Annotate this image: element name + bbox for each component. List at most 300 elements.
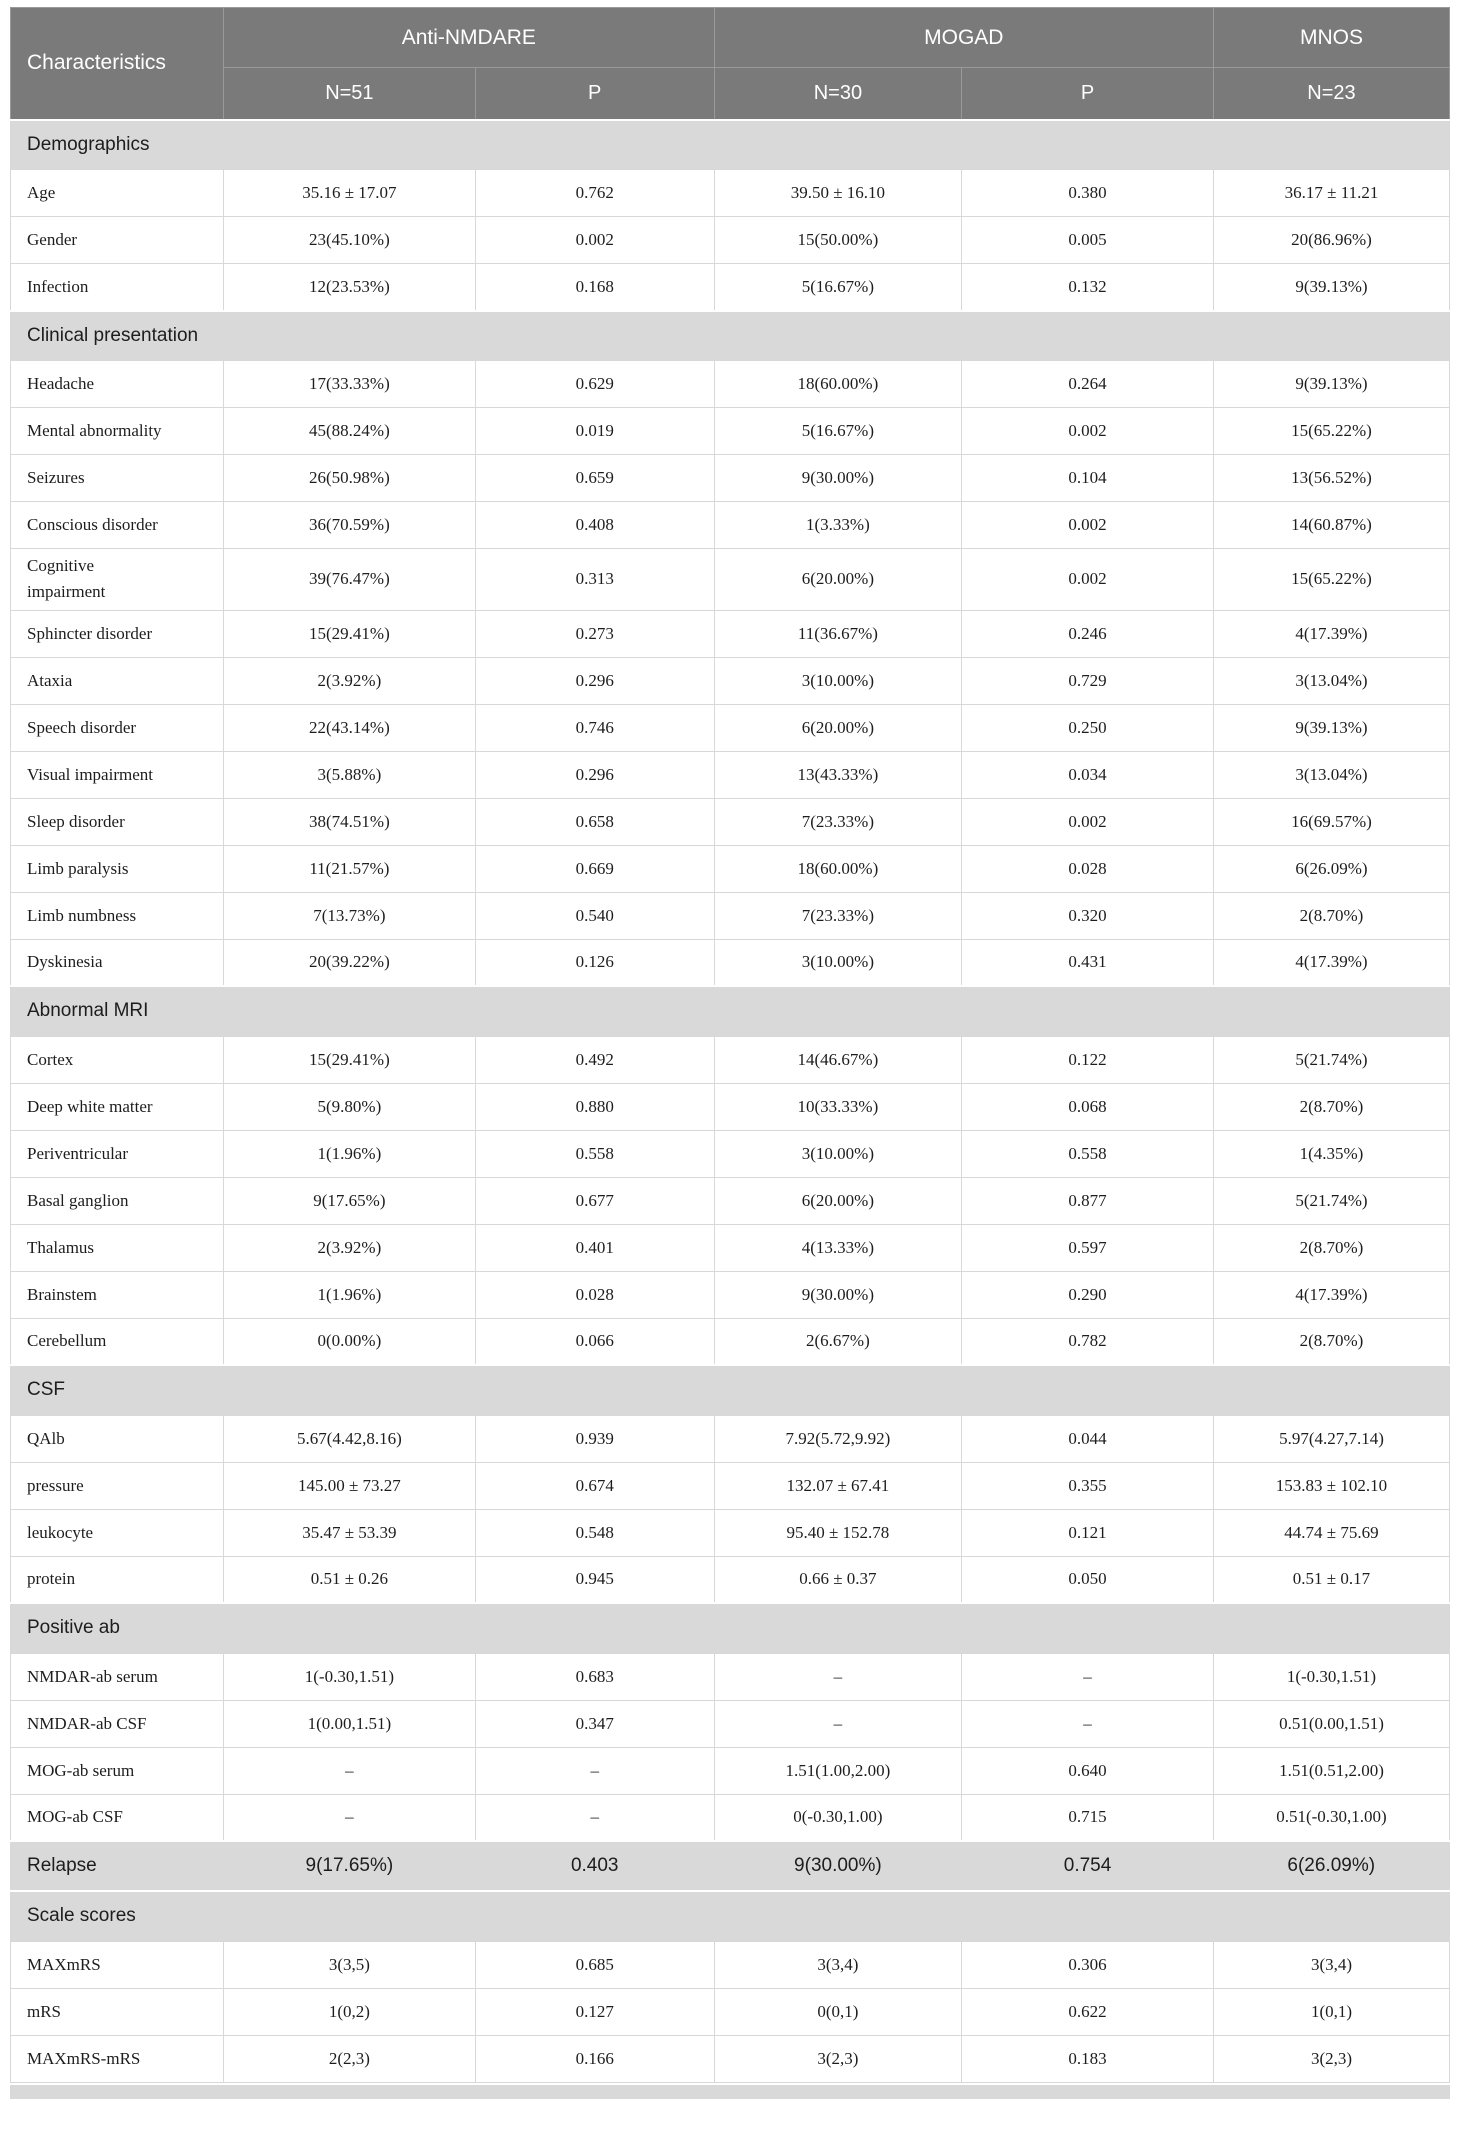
- table-row-conscious-disorder: [11, 502, 1450, 549]
- section-title-demographics: Demographics: [11, 120, 1450, 170]
- row-label: [11, 892, 224, 939]
- value-cell: 39.50 ± 16.10: [714, 170, 962, 217]
- row-label: [11, 1653, 224, 1700]
- section-value-cell: 9(30.00%): [714, 1841, 962, 1891]
- value-cell: 0.002: [962, 408, 1214, 455]
- value-cell: 0.183: [962, 2035, 1214, 2082]
- header-row-groups: [11, 8, 1450, 68]
- row-label-text: Sleep disorder: [27, 811, 125, 831]
- row-label-text: Periventricular: [27, 1143, 129, 1163]
- section-value-cell: 0.754: [962, 1841, 1214, 1891]
- value-cell: 0.380: [962, 170, 1214, 217]
- row-label: [11, 1130, 224, 1177]
- row-label: [11, 361, 224, 408]
- value-cell: 95.40 ± 152.78: [714, 1509, 962, 1556]
- row-label-text: MAXmRS: [27, 1954, 101, 1974]
- value-cell: –: [714, 1653, 962, 1700]
- value-cell: 12(23.53%): [223, 264, 475, 311]
- row-label: [11, 657, 224, 704]
- value-cell: 0.51(0.00,1.51): [1213, 1700, 1449, 1747]
- value-cell: 9(39.13%): [1213, 361, 1449, 408]
- value-cell: 36.17 ± 11.21: [1213, 170, 1449, 217]
- value-cell: –: [223, 1794, 475, 1841]
- table-row-visual-impairment: [11, 751, 1450, 798]
- value-cell: 1(0.00,1.51): [223, 1700, 475, 1747]
- value-cell: 13(56.52%): [1213, 455, 1449, 502]
- row-label: [11, 1509, 224, 1556]
- table-row-infection: [11, 264, 1450, 311]
- row-label: [11, 2035, 224, 2082]
- subheader-n30: N=30: [714, 68, 962, 120]
- value-cell: 4(17.39%): [1213, 939, 1449, 986]
- row-label-text: Dyskinesia: [27, 952, 103, 972]
- row-label: [11, 1271, 224, 1318]
- row-label-text: MAXmRS-mRS: [27, 2048, 141, 2068]
- subheader-n23: N=23: [1213, 68, 1449, 120]
- table-row-age: [11, 170, 1450, 217]
- section-title-clinical-presentation: Clinical presentation: [11, 311, 1450, 361]
- row-label: [11, 549, 224, 611]
- value-cell: 45(88.24%): [223, 408, 475, 455]
- value-cell: 0.355: [962, 1462, 1214, 1509]
- value-cell: 0.431: [962, 939, 1214, 986]
- value-cell: 5(21.74%): [1213, 1177, 1449, 1224]
- value-cell: 15(50.00%): [714, 217, 962, 264]
- table-row-headache: [11, 361, 1450, 408]
- row-label: [11, 502, 224, 549]
- value-cell: 1(1.96%): [223, 1271, 475, 1318]
- value-cell: 4(13.33%): [714, 1224, 962, 1271]
- value-cell: 3(13.04%): [1213, 657, 1449, 704]
- value-cell: 0.005: [962, 217, 1214, 264]
- value-cell: 0.674: [475, 1462, 714, 1509]
- table-row-deep-white-matter: [11, 1083, 1450, 1130]
- row-label-text: Cognitive impairment: [27, 556, 106, 602]
- value-cell: 0.104: [962, 455, 1214, 502]
- value-cell: 1(0,2): [223, 1988, 475, 2035]
- value-cell: 1(4.35%): [1213, 1130, 1449, 1177]
- value-cell: 0.168: [475, 264, 714, 311]
- value-cell: 0.347: [475, 1700, 714, 1747]
- row-label: [11, 217, 224, 264]
- row-label: [11, 1794, 224, 1841]
- value-cell: 2(8.70%): [1213, 1224, 1449, 1271]
- value-cell: –: [475, 1747, 714, 1794]
- table-row-maxmrs-mrs: [11, 2035, 1450, 2082]
- row-label: [11, 264, 224, 311]
- section-title-csf: CSF: [11, 1365, 1450, 1415]
- value-cell: 13(43.33%): [714, 751, 962, 798]
- next-section-partial-row: [10, 2085, 1450, 2099]
- row-label-text: MOG-ab serum: [27, 1760, 135, 1780]
- value-cell: 0.290: [962, 1271, 1214, 1318]
- section-value-cell: 9(17.65%): [223, 1841, 475, 1891]
- value-cell: 0.320: [962, 892, 1214, 939]
- value-cell: 7(13.73%): [223, 892, 475, 939]
- value-cell: 0.313: [475, 549, 714, 611]
- value-cell: 1(1.96%): [223, 1130, 475, 1177]
- value-cell: 35.47 ± 53.39: [223, 1509, 475, 1556]
- section-row-scale-scores: [11, 1891, 1450, 1941]
- value-cell: 0.408: [475, 502, 714, 549]
- value-cell: 0.002: [962, 798, 1214, 845]
- table-row-sphincter-disorder: [11, 610, 1450, 657]
- value-cell: 11(36.67%): [714, 610, 962, 657]
- row-label: [11, 1747, 224, 1794]
- value-cell: 1(-0.30,1.51): [223, 1653, 475, 1700]
- subheader-p-mogad: P: [962, 68, 1214, 120]
- value-cell: 17(33.33%): [223, 361, 475, 408]
- row-label: [11, 1036, 224, 1083]
- value-cell: 1.51(1.00,2.00): [714, 1747, 962, 1794]
- value-cell: 0.401: [475, 1224, 714, 1271]
- row-label: [11, 798, 224, 845]
- value-cell: 20(86.96%): [1213, 217, 1449, 264]
- value-cell: 9(39.13%): [1213, 264, 1449, 311]
- value-cell: 0(0.00%): [223, 1318, 475, 1365]
- value-cell: 0.658: [475, 798, 714, 845]
- row-label-text: Conscious disorder: [27, 515, 158, 534]
- value-cell: 0.877: [962, 1177, 1214, 1224]
- table-row-gender: [11, 217, 1450, 264]
- value-cell: 9(17.65%): [223, 1177, 475, 1224]
- value-cell: 2(2,3): [223, 2035, 475, 2082]
- value-cell: 0.028: [962, 845, 1214, 892]
- value-cell: 5(16.67%): [714, 264, 962, 311]
- value-cell: 2(3.92%): [223, 1224, 475, 1271]
- row-label: [11, 1415, 224, 1462]
- value-cell: 0.782: [962, 1318, 1214, 1365]
- value-cell: 0.622: [962, 1988, 1214, 2035]
- row-label-text: Seizures: [27, 468, 85, 487]
- value-cell: –: [475, 1794, 714, 1841]
- value-cell: 0.306: [962, 1941, 1214, 1988]
- value-cell: 5.97(4.27,7.14): [1213, 1415, 1449, 1462]
- table-row-ataxia: [11, 657, 1450, 704]
- value-cell: 3(10.00%): [714, 657, 962, 704]
- value-cell: 7(23.33%): [714, 892, 962, 939]
- section-row-relapse: [11, 1841, 1450, 1891]
- value-cell: 0.685: [475, 1941, 714, 1988]
- table-row-seizures: [11, 455, 1450, 502]
- section-title-positive-ab: Positive ab: [11, 1603, 1450, 1653]
- value-cell: 1.51(0.51,2.00): [1213, 1747, 1449, 1794]
- group-header-mogad: MOGAD: [714, 8, 1213, 68]
- value-cell: 39(76.47%): [223, 549, 475, 611]
- group-header-mnos: MNOS: [1213, 8, 1449, 68]
- value-cell: 3(10.00%): [714, 939, 962, 986]
- table-row-cognitive-impairment: [11, 549, 1450, 611]
- value-cell: 10(33.33%): [714, 1083, 962, 1130]
- value-cell: 0.028: [475, 1271, 714, 1318]
- row-label-text: Speech disorder: [27, 717, 137, 737]
- row-label: [11, 1318, 224, 1365]
- value-cell: 0.132: [962, 264, 1214, 311]
- section-row-abnormal-mri: [11, 986, 1450, 1036]
- value-cell: 16(69.57%): [1213, 798, 1449, 845]
- value-cell: 18(60.00%): [714, 845, 962, 892]
- row-label: [11, 1462, 224, 1509]
- value-cell: 0.939: [475, 1415, 714, 1462]
- row-label: [11, 170, 224, 217]
- value-cell: 36(70.59%): [223, 502, 475, 549]
- value-cell: 0(0,1): [714, 1988, 962, 2035]
- row-label-text: pressure: [27, 1475, 84, 1495]
- row-label-text: Deep white matter: [27, 1096, 153, 1116]
- row-label-text: Mental abnormality: [27, 421, 162, 440]
- value-cell: 0.034: [962, 751, 1214, 798]
- value-cell: 15(29.41%): [223, 1036, 475, 1083]
- table-row-mog-ab-csf: [11, 1794, 1450, 1841]
- row-label: [11, 1556, 224, 1603]
- value-cell: 18(60.00%): [714, 361, 962, 408]
- table-row-nmdar-ab-serum: [11, 1653, 1450, 1700]
- section-row-clinical-presentation: [11, 311, 1450, 361]
- row-label-text: mRS: [27, 2001, 62, 2021]
- table-header: [11, 8, 1450, 120]
- value-cell: 0.166: [475, 2035, 714, 2082]
- row-label-text: NMDAR-ab serum: [27, 1666, 158, 1686]
- value-cell: 0.548: [475, 1509, 714, 1556]
- value-cell: 5(9.80%): [223, 1083, 475, 1130]
- section-row-csf: [11, 1365, 1450, 1415]
- value-cell: 7(23.33%): [714, 798, 962, 845]
- value-cell: 1(3.33%): [714, 502, 962, 549]
- value-cell: 0(-0.30,1.00): [714, 1794, 962, 1841]
- value-cell: 2(8.70%): [1213, 1083, 1449, 1130]
- row-label-text: Headache: [27, 374, 95, 393]
- value-cell: 38(74.51%): [223, 798, 475, 845]
- value-cell: 0.51 ± 0.26: [223, 1556, 475, 1603]
- value-cell: 15(29.41%): [223, 610, 475, 657]
- table-row-pressure: [11, 1462, 1450, 1509]
- value-cell: 5(16.67%): [714, 408, 962, 455]
- table-row-mog-ab-serum: [11, 1747, 1450, 1794]
- row-label-text: QAlb: [27, 1428, 65, 1448]
- section-title-relapse: Relapse: [11, 1841, 224, 1891]
- value-cell: 3(2,3): [714, 2035, 962, 2082]
- table-row-sleep-disorder: [11, 798, 1450, 845]
- value-cell: 15(65.22%): [1213, 549, 1449, 611]
- row-label: [11, 1177, 224, 1224]
- value-cell: 22(43.14%): [223, 704, 475, 751]
- value-cell: 6(20.00%): [714, 704, 962, 751]
- value-cell: 3(3,4): [714, 1941, 962, 1988]
- value-cell: 5.67(4.42,8.16): [223, 1415, 475, 1462]
- row-label-text: Limb paralysis: [27, 858, 129, 878]
- value-cell: –: [962, 1653, 1214, 1700]
- value-cell: 132.07 ± 67.41: [714, 1462, 962, 1509]
- row-label-text: NMDAR-ab CSF: [27, 1713, 147, 1733]
- row-label-text: Visual impairment: [27, 764, 153, 784]
- value-cell: 0.002: [475, 217, 714, 264]
- value-cell: 0.250: [962, 704, 1214, 751]
- row-label-text: Cortex: [27, 1049, 74, 1069]
- value-cell: 6(20.00%): [714, 1177, 962, 1224]
- value-cell: 0.66 ± 0.37: [714, 1556, 962, 1603]
- table-row-leukocyte: [11, 1509, 1450, 1556]
- value-cell: 9(30.00%): [714, 1271, 962, 1318]
- value-cell: 11(21.57%): [223, 845, 475, 892]
- value-cell: 0.273: [475, 610, 714, 657]
- subheader-p-anti-nmdare: P: [475, 68, 714, 120]
- value-cell: 0.659: [475, 455, 714, 502]
- value-cell: 153.83 ± 102.10: [1213, 1462, 1449, 1509]
- row-label: [11, 751, 224, 798]
- row-label-text: Sphincter disorder: [27, 623, 153, 643]
- value-cell: 44.74 ± 75.69: [1213, 1509, 1449, 1556]
- table-row-limb-paralysis: [11, 845, 1450, 892]
- table-row-qalb: [11, 1415, 1450, 1462]
- value-cell: 0.677: [475, 1177, 714, 1224]
- value-cell: 0.715: [962, 1794, 1214, 1841]
- value-cell: 5(21.74%): [1213, 1036, 1449, 1083]
- value-cell: 0.629: [475, 361, 714, 408]
- value-cell: 7.92(5.72,9.92): [714, 1415, 962, 1462]
- value-cell: 0.762: [475, 170, 714, 217]
- row-label-text: leukocyte: [27, 1522, 94, 1542]
- table-row-brainstem: [11, 1271, 1450, 1318]
- row-label: [11, 1941, 224, 1988]
- table-row-periventricular: [11, 1130, 1450, 1177]
- group-header-anti-nmdare: Anti-NMDARE: [223, 8, 714, 68]
- table-row-mrs: [11, 1988, 1450, 2035]
- value-cell: 0.492: [475, 1036, 714, 1083]
- row-label-text: Limb numbness: [27, 905, 137, 925]
- value-cell: 0.050: [962, 1556, 1214, 1603]
- value-cell: 3(13.04%): [1213, 751, 1449, 798]
- row-label: [11, 939, 224, 986]
- value-cell: 9(39.13%): [1213, 704, 1449, 751]
- row-label: [11, 1224, 224, 1271]
- row-label: [11, 1700, 224, 1747]
- value-cell: 9(30.00%): [714, 455, 962, 502]
- table-body: [11, 120, 1450, 2083]
- table-row-speech-disorder: [11, 704, 1450, 751]
- value-cell: 3(5.88%): [223, 751, 475, 798]
- value-cell: 14(46.67%): [714, 1036, 962, 1083]
- value-cell: 0.597: [962, 1224, 1214, 1271]
- value-cell: 3(3,4): [1213, 1941, 1449, 1988]
- row-label-text: Cerebellum: [27, 1331, 107, 1351]
- row-label: [11, 610, 224, 657]
- value-cell: 3(2,3): [1213, 2035, 1449, 2082]
- section-row-demographics: [11, 120, 1450, 170]
- value-cell: 23(45.10%): [223, 217, 475, 264]
- value-cell: 0.51 ± 0.17: [1213, 1556, 1449, 1603]
- value-cell: 145.00 ± 73.27: [223, 1462, 475, 1509]
- subheader-n51: N=51: [223, 68, 475, 120]
- value-cell: 3(3,5): [223, 1941, 475, 1988]
- table-row-dyskinesia: [11, 939, 1450, 986]
- row-label: [11, 704, 224, 751]
- row-label-text: Age: [27, 183, 56, 202]
- value-cell: 0.945: [475, 1556, 714, 1603]
- table-row-cerebellum: [11, 1318, 1450, 1365]
- characteristics-header: Characteristics: [11, 8, 224, 120]
- row-label: [11, 1988, 224, 2035]
- value-cell: 0.068: [962, 1083, 1214, 1130]
- value-cell: 4(17.39%): [1213, 1271, 1449, 1318]
- value-cell: 0.002: [962, 549, 1214, 611]
- value-cell: 0.264: [962, 361, 1214, 408]
- value-cell: 14(60.87%): [1213, 502, 1449, 549]
- table-row-limb-numbness: [11, 892, 1450, 939]
- value-cell: –: [714, 1700, 962, 1747]
- value-cell: 3(10.00%): [714, 1130, 962, 1177]
- row-label-text: Brainstem: [27, 1284, 97, 1304]
- value-cell: 0.127: [475, 1988, 714, 2035]
- value-cell: 0.002: [962, 502, 1214, 549]
- table-row-cortex: [11, 1036, 1450, 1083]
- table-row-maxmrs: [11, 1941, 1450, 1988]
- table-row-basal-ganglion: [11, 1177, 1450, 1224]
- comparison-table: [10, 7, 1450, 2083]
- row-label-text: MOG-ab CSF: [27, 1807, 123, 1827]
- section-value-cell: 6(26.09%): [1213, 1841, 1449, 1891]
- value-cell: 26(50.98%): [223, 455, 475, 502]
- value-cell: 0.066: [475, 1318, 714, 1365]
- value-cell: 0.683: [475, 1653, 714, 1700]
- value-cell: 6(20.00%): [714, 549, 962, 611]
- section-value-cell: 0.403: [475, 1841, 714, 1891]
- value-cell: 35.16 ± 17.07: [223, 170, 475, 217]
- value-cell: 1(-0.30,1.51): [1213, 1653, 1449, 1700]
- value-cell: 6(26.09%): [1213, 845, 1449, 892]
- row-label: [11, 455, 224, 502]
- section-title-abnormal-mri: Abnormal MRI: [11, 986, 1450, 1036]
- value-cell: –: [223, 1747, 475, 1794]
- table-row-thalamus: [11, 1224, 1450, 1271]
- section-row-positive-ab: [11, 1603, 1450, 1653]
- value-cell: 0.296: [475, 751, 714, 798]
- value-cell: 0.126: [475, 939, 714, 986]
- header-row-subheaders: [11, 68, 1450, 120]
- row-label: [11, 408, 224, 455]
- value-cell: 0.558: [475, 1130, 714, 1177]
- row-label: [11, 1083, 224, 1130]
- row-label-text: Basal ganglion: [27, 1190, 129, 1210]
- value-cell: 0.540: [475, 892, 714, 939]
- row-label-text: Gender: [27, 230, 78, 249]
- row-label-text: Ataxia: [27, 670, 73, 690]
- value-cell: 4(17.39%): [1213, 610, 1449, 657]
- table-row-nmdar-ab-csf: [11, 1700, 1450, 1747]
- value-cell: 2(6.67%): [714, 1318, 962, 1365]
- value-cell: 0.746: [475, 704, 714, 751]
- value-cell: 0.044: [962, 1415, 1214, 1462]
- value-cell: 0.246: [962, 610, 1214, 657]
- row-label: [11, 845, 224, 892]
- value-cell: 2(8.70%): [1213, 892, 1449, 939]
- value-cell: 1(0,1): [1213, 1988, 1449, 2035]
- value-cell: 0.019: [475, 408, 714, 455]
- row-label-text: Thalamus: [27, 1237, 95, 1257]
- table-row-mental-abnormality: [11, 408, 1450, 455]
- table-row-protein: [11, 1556, 1450, 1603]
- value-cell: 0.121: [962, 1509, 1214, 1556]
- value-cell: 20(39.22%): [223, 939, 475, 986]
- value-cell: –: [962, 1700, 1214, 1747]
- value-cell: 0.669: [475, 845, 714, 892]
- row-label-text: protein: [27, 1569, 76, 1589]
- row-label-text: Infection: [27, 276, 89, 296]
- value-cell: 0.296: [475, 657, 714, 704]
- value-cell: 2(3.92%): [223, 657, 475, 704]
- value-cell: 0.51(-0.30,1.00): [1213, 1794, 1449, 1841]
- value-cell: 0.558: [962, 1130, 1214, 1177]
- value-cell: 0.640: [962, 1747, 1214, 1794]
